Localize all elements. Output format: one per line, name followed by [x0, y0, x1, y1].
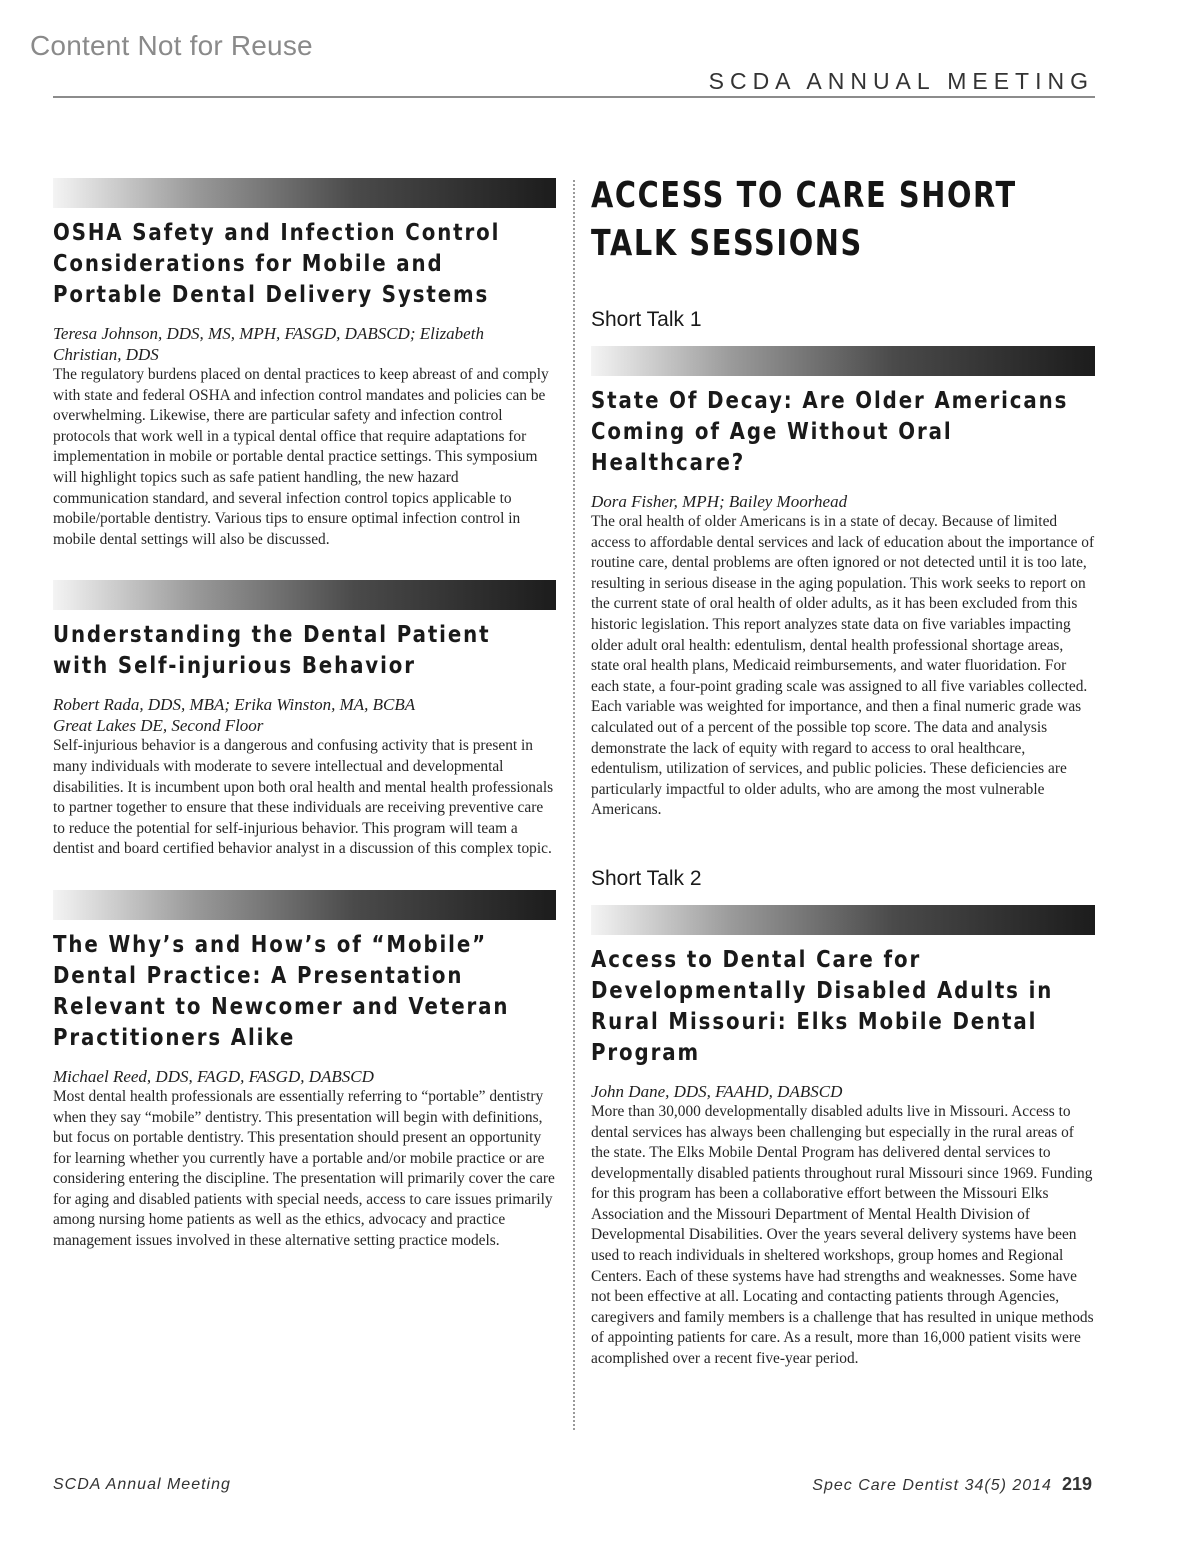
talk-label: Short Talk 2 — [591, 866, 702, 890]
footer-citation — [812, 1474, 1092, 1495]
talk-label: Short Talk 1 — [591, 308, 702, 331]
session-abstract: Most dental health professionals are essentially referring to “portable” dentistry when they say “mobile” dentistry. This presentation will begin with definitions, but focus on portable dentistry. This presentation should present an opportunity for learning whether you currently have a portable and/or mobile practice or are considering entering the discipline. The presentation will primarily cover the care for aging and disabled patients with special needs, access to care issues primarily among nursing home patients as well as the ethics, advocacy and practice management issues involved in these alternative setting practice models. — [53, 1087, 555, 1250]
session-osha — [53, 178, 556, 550]
footer-journal: Spec Care Dentist 34(5) 2014 — [812, 1477, 1052, 1494]
running-head: SCDA ANNUAL MEETING — [708, 68, 1094, 94]
watermark: Content Not for Reuse — [30, 30, 313, 61]
short-talk-2 — [591, 867, 1095, 1370]
right-column — [591, 172, 1095, 1400]
session-title: OSHA Safety and Infection Control Considerations for Mobile and Portable Dental Delivery Systems — [53, 220, 501, 308]
short-talk-1 — [591, 308, 1095, 821]
session-abstract: The regulatory burdens placed on dental practices to keep abreast of and comply with state and federal OSHA and infection control mandates and policies can be overwhelming. Likewise, there are particular safety and infection control protocols that work well in a typical dental office that require adaptations for implementation in mobile or portable dental practice settings. This symposium will highlight topics such as safe patient handling, the new hazard communication standard, and several infection control topics applicable to mobile/portable dentistry. Various tips to ensure optimal infection control in mobile dental settings will also be discussed. — [53, 366, 549, 548]
talk-title: State Of Decay: Are Older Americans Coming of Age Without Oral Healthcare? — [591, 388, 1069, 476]
section-bar — [53, 178, 556, 208]
session-mobile-practice — [53, 890, 556, 1252]
session-self-injurious — [53, 580, 556, 860]
session-authors: Robert Rada, DDS, MBA; Erika Winston, MA, BCBA — [53, 695, 416, 715]
section-bar — [53, 580, 556, 610]
column-divider — [573, 180, 575, 1430]
page-number: 219 — [1061, 1474, 1092, 1494]
talk-abstract: The oral health of older Americans is in a state of decay. Because of limited access to affordable dental services and lack of education about the importance of routine care, dental problems are often ignored or not detected until it is too late, resulting in serious disease in the aging population. This work seeks to report on the current state of oral health of older adults, as it has been excluded from this historic legislation. This report analyzes state data on five variables impacting older adult oral health: edentulism, dental health professional shortage areas, state oral health plans, Medicaid reimbursements, and water fluoridation. For each state, a four-point grading scale was assigned to all five variables collected. Each variable was weighted for importance, and then a final numeric grade was calculated out of a percent of the possible top score. The data and analysis demonstrate the lack of equity with regard to access to oral healthcare, edentulism, utilization of services, and public policies. These deficiencies are particularly impactful to older adults, who are among the most vulnerable Americans. — [591, 513, 1095, 819]
talk-authors: John Dane, DDS, FAAHD, DABSCD — [591, 1081, 843, 1101]
section-bar — [53, 890, 556, 920]
header-rule — [53, 96, 1095, 98]
section-bar — [591, 905, 1095, 935]
footer-meeting-name: SCDA Annual Meeting — [53, 1476, 231, 1493]
left-column — [53, 178, 556, 1282]
talk-title: Access to Dental Care for Developmentally Disabled Adults in Rural Missouri: Elks Mobile Dental Program — [591, 946, 1054, 1066]
session-authors: Teresa Johnson, DDS, MS, MPH, FASGD, DABSCD; Elizabeth Christian, DDS — [53, 324, 484, 364]
session-title: Understanding the Dental Patient with Self-injurious Behavior — [53, 622, 491, 680]
main-section-title: ACCESS TO CARE SHORT TALK SESSIONS — [591, 175, 1017, 264]
section-bar — [591, 346, 1095, 376]
session-authors: Michael Reed, DDS, FAGD, FASGD, DABSCD — [53, 1066, 374, 1086]
talk-authors: Dora Fisher, MPH; Bailey Moorhead — [591, 492, 848, 511]
session-title: The Why’s and How’s of “Mobile” Dental Practice: A Presentation Relevant to Newcomer and Veteran Practitioners Alike — [53, 931, 510, 1051]
talk-abstract: More than 30,000 developmentally disabled adults live in Missouri. Access to dental services has always been challenging but especially in the rural areas of the state. The Elks Mobile Dental Program has delivered dental services to developmentally disabled patients throughout rural Missouri since 1969. Funding for this program has been a collaborative effort between the Missouri Elks Association and the Missouri Department of Mental Health Division of Developmental Disabilities. Over the years several delivery systems have been used to reach individuals in sheltered workshops, group homes and Regional Centers. Each of these systems have had strengths and weaknesses. Some have not been effective at all. Locating and contacting patients through Agencies, caregivers and family members is a challenge that has resulted in unique methods of appointing patients for care. As a result, more than 16,000 patient visits were acomplished over a recent five-year period. — [591, 1102, 1094, 1368]
session-abstract: Self-injurious behavior is a dangerous and confusing activity that is present in many individuals with moderate to severe intellectual and developmental disabilities. It is incumbent upon both oral health and mental health professionals to partner together to ensure that these individuals are receiving preventive care to reduce the potential for self-injurious behavior. This program will team a dentist and board certified behavior analyst in a discussion of this complex topic. — [53, 737, 554, 858]
session-location: Great Lakes DE, Second Floor — [53, 716, 264, 736]
